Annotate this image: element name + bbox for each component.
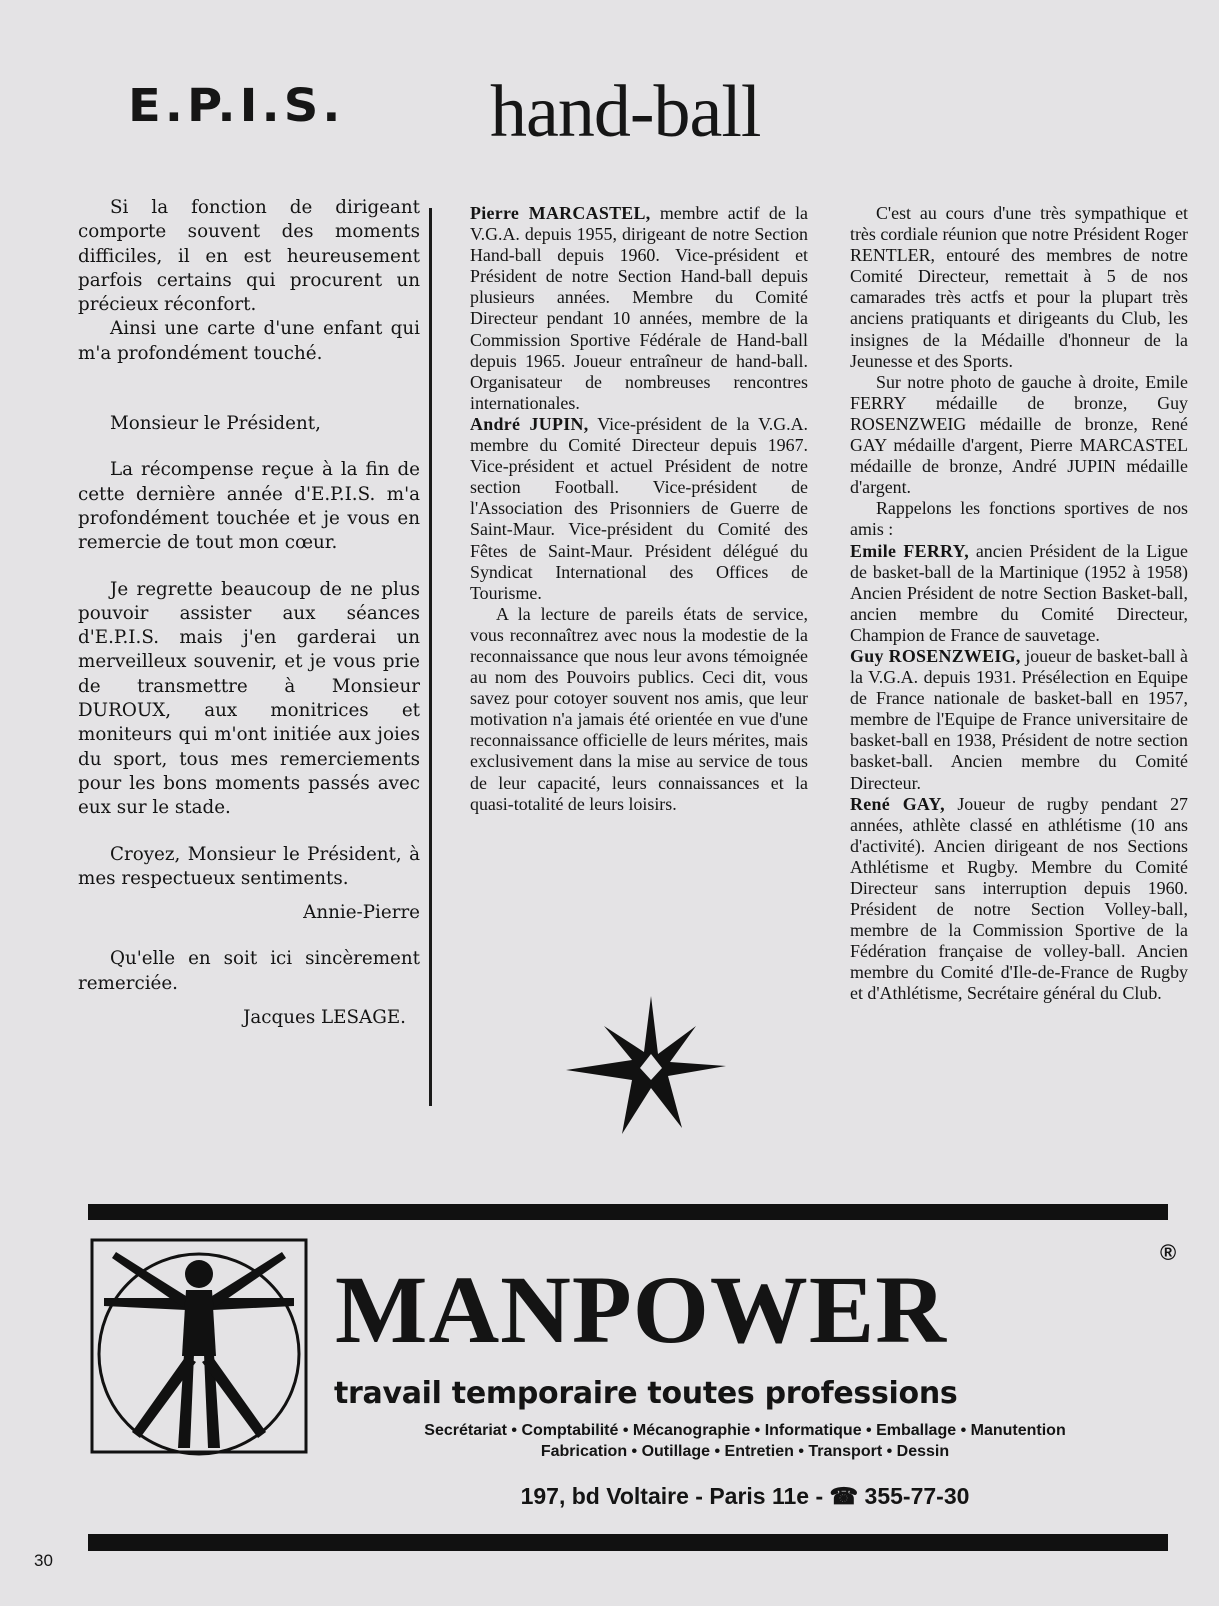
letter-intro-2: Ainsi une carte d'une enfant qui m'a profondément touché. [78, 318, 420, 364]
bio-paragraph [850, 541, 1188, 646]
ad-top-rule [88, 1204, 1168, 1220]
vitruvian-man-logo-icon [86, 1236, 312, 1456]
page-number: 30 [34, 1551, 53, 1570]
person-name: Pierre MARCASTEL, [470, 203, 651, 223]
bio-text: Joueur de rugby pendant 27 années, athlète classé en athlétisme (10 ans d'activité). Ancien dirigeant de nos Sections Athlétisme et Rugby. Membre du Comité Directeur sans interruption depuis 1960. Président de notre Section Volley-ball, membre de la Commission Sportive de la Fédération française de volley-ball. Ancien membre du Comité d'Ile-de-France de Rugby et d'Athlétisme, Secrétaire général du Club. [850, 793, 1188, 1004]
bio-paragraph [470, 414, 808, 604]
article-paragraph: C'est au cours d'une très sympathique et très cordiale réunion que notre Président Roger RENTLER, entouré des membres de notre Comité Directeur, remettait à 5 de nos camarades très actfs et pour la plupart très anciens pratiquants et dirigeants du Club, les insignes de la Médaille d'honneur de la Jeunesse et des Sports. [850, 203, 1188, 371]
bio-paragraph [470, 203, 808, 414]
article-paragraph: Rappelons les fonctions sportives de nos amis : [850, 498, 1188, 540]
person-name: René GAY, [850, 793, 945, 814]
bio-paragraph [850, 646, 1188, 794]
ad-address: 197, bd Voltaire - Paris 11e - ☎ 355-77-30 [520, 1483, 970, 1509]
star-emblem-icon [556, 996, 746, 1142]
letter-closing: Croyez, Monsieur le Président, à mes respectueux sentiments. [78, 843, 420, 889]
ad-bottom-rule [88, 1534, 1168, 1551]
letter-salutation: Monsieur le Président, [110, 413, 321, 435]
article-paragraph: Sur notre photo de gauche à droite, Emile FERRY médaille de bronze, Guy ROSENZWEIG médaille de bronze, René GAY médaille d'argent, Pierre MARCASTEL médaille de bronze, André JUPIN médaille d'argent. [850, 371, 1188, 498]
person-name: André JUPIN, [470, 413, 589, 434]
ad-services [325, 1420, 1165, 1462]
ad-tagline: travail temporaire toutes professions [334, 1376, 958, 1411]
author-signature: Jacques LESAGE. [243, 1007, 406, 1029]
letter-paragraph: La récompense reçue à la fin de cette dernière année d'E.P.I.S. m'a profondément touchée et je vous en remercie de tout mon cœur. [78, 459, 420, 554]
bio-paragraph: A la lecture de pareils états de service, vous reconnaîtrez avec nous la modestie de la reconnaissance que nous leur avons témoignée au nom des Pouvoirs publics. Ceci dit, vous savez pour cotoyer souvent nos amis, que leur motivation n'a jamais été orientée en vue d'une reconnaissance officielle de leurs mérites, mais exclusivement dans la mise au service de tous de leur capacité, leurs connaissances et la quasi-totalité de leurs loisirs. [470, 603, 808, 814]
person-name: Emile FERRY, [850, 540, 969, 561]
letter-paragraph: Je regrette beaucoup de ne plus pouvoir assister aux séances d'E.P.I.S. mais j'en garderai un merveilleux souvenir, et je vous prie de transmettre à Monsieur DUROUX, aux monitrices et moniteurs qui m'ont initiée aux joies du sport, tous mes remerciements pour les bons moments passés avec eux sur le stade. [78, 578, 420, 819]
person-name: Guy ROSENZWEIG, [850, 645, 1021, 666]
bio-paragraph [850, 794, 1188, 1005]
brand-name: MANPOWER [335, 1256, 947, 1363]
letter-column [78, 196, 420, 1030]
bio-text: membre actif de la V.G.A. depuis 1955, dirigeant de notre Section Hand-ball depuis 1960. Vice-président et Président de notre Section Hand-ball depuis plusieurs années. Membre du Comité Directeur pendant 10 années, membre de la Commission Sportive Fédérale de Hand-ball depuis 1965. Joueur entraîneur de hand-ball. Organisateur de nombreuses rencontres internationales. [470, 203, 808, 413]
bio-text: joueur de basket-ball à la V.G.A. depuis 1931. Présélection en Equipe de France nationale de basket-ball en 1957, membre de l'Equipe de France universitaire de basket-ball en 1938, Président de notre section basket-ball. Ancien membre du Comité Directeur. [850, 645, 1188, 793]
letter-intro: Si la fonction de dirigeant comporte souvent des moments difficiles, il en est heureusement parfois certains qui procurent un précieux réconfort. [78, 197, 420, 316]
letter-signature: Annie-Pierre [303, 902, 420, 924]
letter-thanks: Qu'elle en soit ici sincèrement remerciée. [78, 948, 420, 994]
services-line: Secrétariat • Comptabilité • Mécanographie • Informatique • Emballage • Manutention [424, 1422, 1066, 1439]
section-title: hand-ball [490, 71, 761, 153]
column-divider [429, 208, 432, 1106]
club-title: E.P.I.S. [128, 79, 345, 133]
bio-text: ancien Président de la Ligue de basket-ball de la Martinique (1952 à 1958) Ancien Président de notre Section Basket-ball, ancien membre du Comité Directeur, Champion de France de sauvetage. [850, 540, 1188, 645]
bio-text: Vice-président de la V.G.A. membre du Comité Directeur depuis 1967. Vice-président et actuel Président de notre section Football. Vice-président de l'Association des Prisonniers de Guerre de Saint-Maur. Vice-président du Comité des Fêtes de Saint-Maur. Président délégué du Syndicat International des Offices de Tourisme. [470, 413, 808, 603]
services-line: Fabrication • Outillage • Entretien • Transport • Dessin [540, 1443, 950, 1460]
registered-mark: ® [1160, 1240, 1177, 1265]
bio-column [470, 203, 808, 815]
medals-column [850, 203, 1188, 1005]
